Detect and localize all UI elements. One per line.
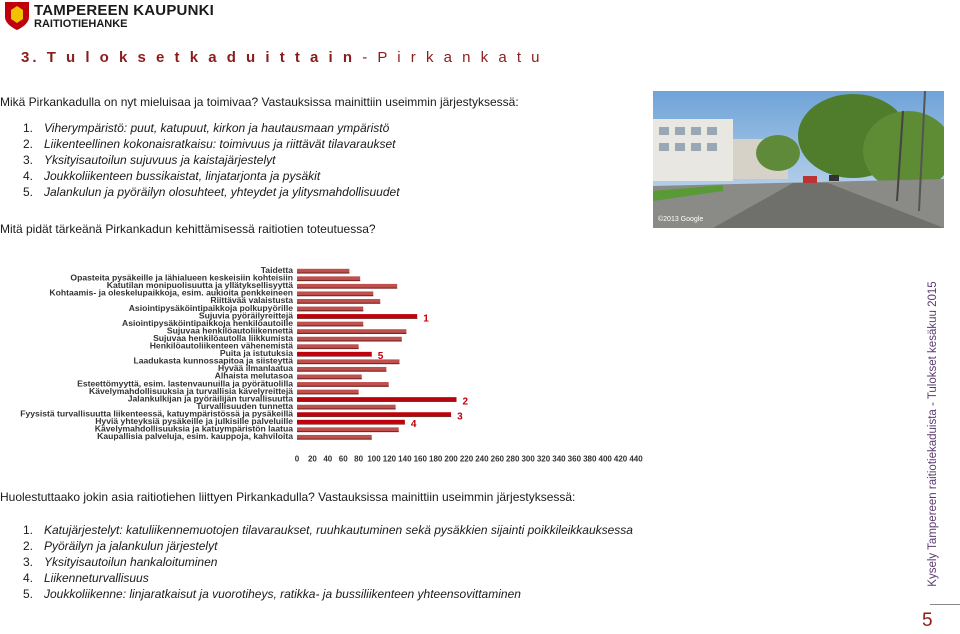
list-item (23, 184, 400, 200)
bar-shadow (297, 303, 380, 304)
x-tick-label: 420 (613, 454, 628, 464)
page-number: 5 (922, 610, 933, 631)
x-tick-label: 180 (429, 454, 443, 464)
list-item-number: 5. (23, 587, 34, 601)
street-photo (653, 91, 944, 228)
bar-shadow (297, 363, 399, 364)
x-tick-label: 400 (598, 454, 612, 464)
brand-name: TAMPEREEN KAUPUNKI (34, 2, 214, 19)
x-tick-label: 60 (338, 454, 348, 464)
category-label: Turvallisuuden tunnetta (196, 400, 293, 411)
list-item (23, 586, 633, 602)
category-label: Fyysistä turvallisuutta liikenteessä, katuympäristössä ja pysäkeillä (20, 408, 293, 419)
category-label: Hyviä yhteyksiä pysäkeille ja julkisille palveluille (95, 416, 293, 426)
list-item-number: 4. (23, 169, 34, 183)
category-label: Kaupallisia palveluja, esim. kauppoja, kahviloita (97, 431, 293, 442)
x-tick-label: 320 (536, 454, 551, 464)
list-item-number: 3. (23, 153, 34, 167)
list-item (23, 136, 400, 152)
category-label: Hyvää ilmanlaatua (218, 363, 293, 374)
bar-shadow (297, 340, 402, 341)
coat-of-arms-icon (4, 1, 30, 31)
category-label: Asiointipysäköintipaikkoja henkilöautoille (122, 317, 293, 328)
city-logo (0, 0, 240, 36)
list-item (23, 554, 633, 570)
x-tick-label: 240 (475, 454, 489, 464)
category-label: Sujuvaa henkilöautolla liikkumista (153, 332, 293, 343)
x-tick-label: 260 (490, 454, 504, 464)
x-tick-label: 160 (413, 454, 427, 464)
question-1: Mikä Pirkankadulla on nyt mieluisaa ja toimivaa? Vastauksissa mainittiin useimmin järjestyksessä: (0, 95, 519, 109)
list-item-number: 1. (23, 121, 34, 135)
category-label: Katutilan monipuolisuutta ja yllätyksellisyyttä (106, 280, 293, 291)
x-tick-label: 300 (521, 454, 535, 464)
category-label: Taidetta (260, 265, 293, 275)
list-item (23, 152, 400, 168)
category-label: Kävelymahdollisuuksia ja katuympäristön laatua (94, 423, 293, 434)
list-item-number: 3. (23, 555, 34, 569)
bar-shadow (297, 378, 362, 379)
rank-annotation: 3 (457, 411, 463, 423)
x-tick-label: 120 (382, 454, 397, 464)
category-label: Laadukasta kunnossapitoa ja siisteyttä (133, 355, 293, 366)
bar-shadow (297, 348, 359, 349)
bar-shadow (297, 288, 397, 289)
category-label: Asiointipysäköintipaikkoja polkupyörille (128, 302, 293, 313)
bar-shadow (297, 386, 389, 387)
x-tick-label: 200 (444, 454, 458, 464)
bar-shadow (297, 431, 399, 432)
bar-shadow (297, 310, 363, 311)
answer-list-2 (23, 522, 633, 602)
bar-shadow (297, 318, 417, 319)
list-item (23, 570, 633, 586)
list-item-text: Liikenneturvallisuus (44, 571, 149, 585)
side-caption (928, 270, 942, 600)
brand-subname: RAITIOTIEHANKE (34, 18, 128, 30)
section-title-main: T u l o k s e t k a d u i t t a i n (46, 49, 356, 66)
x-tick-label: 440 (629, 454, 643, 464)
photo-credit: ©2013 Google (658, 216, 704, 223)
page-number-rule (930, 604, 960, 605)
category-label: Puita ja istutuksia (219, 348, 293, 359)
category-label: Kohtaamis- ja oleskelupaikkoja, esim. aukioita penkkeineen (49, 287, 293, 298)
list-item (23, 522, 633, 538)
question-2: Mitä pidät tärkeänä Pirkankadun kehittämisessä raitiotien toteutuessa? (0, 222, 376, 236)
bar-shadow (297, 423, 405, 424)
x-tick-label: 220 (459, 454, 474, 464)
category-label: Jalankulkijan ja pyöräilijän turvallisuutta (127, 393, 293, 404)
category-label: Sujuvia pyöräilyreittejä (198, 310, 293, 321)
list-item-text: Pyöräilyn ja jalankulun järjestelyt (44, 539, 218, 553)
bar-shadow (297, 280, 360, 281)
list-item-text: Yksityisautoilun sujuvuus ja kaistajärjestelyt (44, 153, 276, 167)
x-tick-label: 360 (567, 454, 582, 464)
section-title-street: - P i r k a n k a t u (362, 49, 543, 66)
x-tick-label: 80 (354, 454, 364, 464)
bar-shadow (297, 355, 372, 356)
list-item-text: Katujärjestelyt: katuliikennemuotojen tilavaraukset, ruuhkautuminen sekä pysäkkien sijainti poikkileikkauksessa (44, 523, 633, 537)
category-label: Esteettömyyttä, esim. lastenvaunuilla ja pyörätuolilla (77, 378, 293, 389)
list-item-number: 4. (23, 571, 34, 585)
category-label: Sujuvaa henkilöautoliikennettä (166, 325, 293, 336)
category-label: Alhaista melutasoa (214, 370, 293, 381)
category-label: Riittävää valaistusta (210, 295, 293, 306)
bar-shadow (297, 333, 406, 334)
question-3: Huolestuttaako jokin asia raitiotiehen liittyen Pirkankadulla? Vastauksissa mainittiin useimmin järjestyksessä: (0, 490, 576, 504)
category-label: Opasteita pysäkeille ja lähialueen keskeisiin kohteisiin (70, 272, 293, 283)
category-label: Henkilöautoliikenteen vähenemistä (149, 340, 293, 351)
rank-annotation: 1 (423, 313, 429, 325)
section-title (21, 49, 543, 66)
bar-shadow (297, 408, 396, 409)
bar-shadow (297, 416, 451, 417)
side-caption-text: Kysely Tampereen raitiotiekaduista - Tulokset kesäkuu 2015 (927, 281, 939, 587)
list-item-number: 2. (23, 539, 34, 553)
list-item-text: Liikenteellinen kokonaisratkaisu: toimivuus ja riittävät tilavaraukset (44, 137, 396, 151)
x-tick-label: 340 (552, 454, 566, 464)
x-tick-label: 0 (294, 454, 300, 464)
category-label: Kävelymahdollisuuksia ja turvallisia kävelyreittejä (89, 385, 293, 396)
bar-shadow (297, 295, 373, 296)
bar-shadow (297, 272, 349, 273)
list-item-text: Jalankulun ja pyöräilyn olosuhteet, yhteydet ja ylitysmahdollisuudet (44, 185, 400, 199)
list-item (23, 168, 400, 184)
list-item-text: Viherympäristö: puut, katupuut, kirkon ja hautausmaan ympäristö (44, 121, 390, 135)
x-tick-label: 380 (583, 454, 597, 464)
list-item-text: Joukkoliikenteen bussikaistat, linjatarjonta ja pysäkit (44, 169, 321, 183)
bar-shadow (297, 401, 456, 402)
list-item (23, 120, 400, 136)
list-item-text: Joukkoliikenne: linjaratkaisut ja vuorotiheys, ratikka- ja bussiliikenteen yhteensovittaminen (44, 587, 521, 601)
bar-shadow (297, 439, 372, 440)
rank-annotation: 2 (462, 396, 469, 408)
x-tick-label: 100 (367, 454, 381, 464)
x-tick-label: 40 (323, 454, 333, 464)
rank-annotation: 5 (377, 351, 384, 363)
priorities-bar-chart (0, 258, 660, 468)
list-item (23, 538, 633, 554)
x-tick-label: 280 (506, 454, 520, 464)
list-item-number: 1. (23, 523, 34, 537)
x-tick-label: 140 (398, 454, 412, 464)
bar-shadow (297, 393, 359, 394)
list-item-number: 2. (23, 137, 34, 151)
rank-annotation: 4 (410, 419, 417, 430)
x-tick-label: 20 (307, 454, 317, 464)
list-item-number: 5. (23, 185, 34, 199)
section-number: 3. (21, 49, 40, 66)
list-item-text: Yksityisautoilun hankaloituminen (44, 555, 218, 569)
bar-shadow (297, 371, 386, 372)
answer-list-1 (23, 120, 400, 200)
bar-shadow (297, 325, 363, 326)
